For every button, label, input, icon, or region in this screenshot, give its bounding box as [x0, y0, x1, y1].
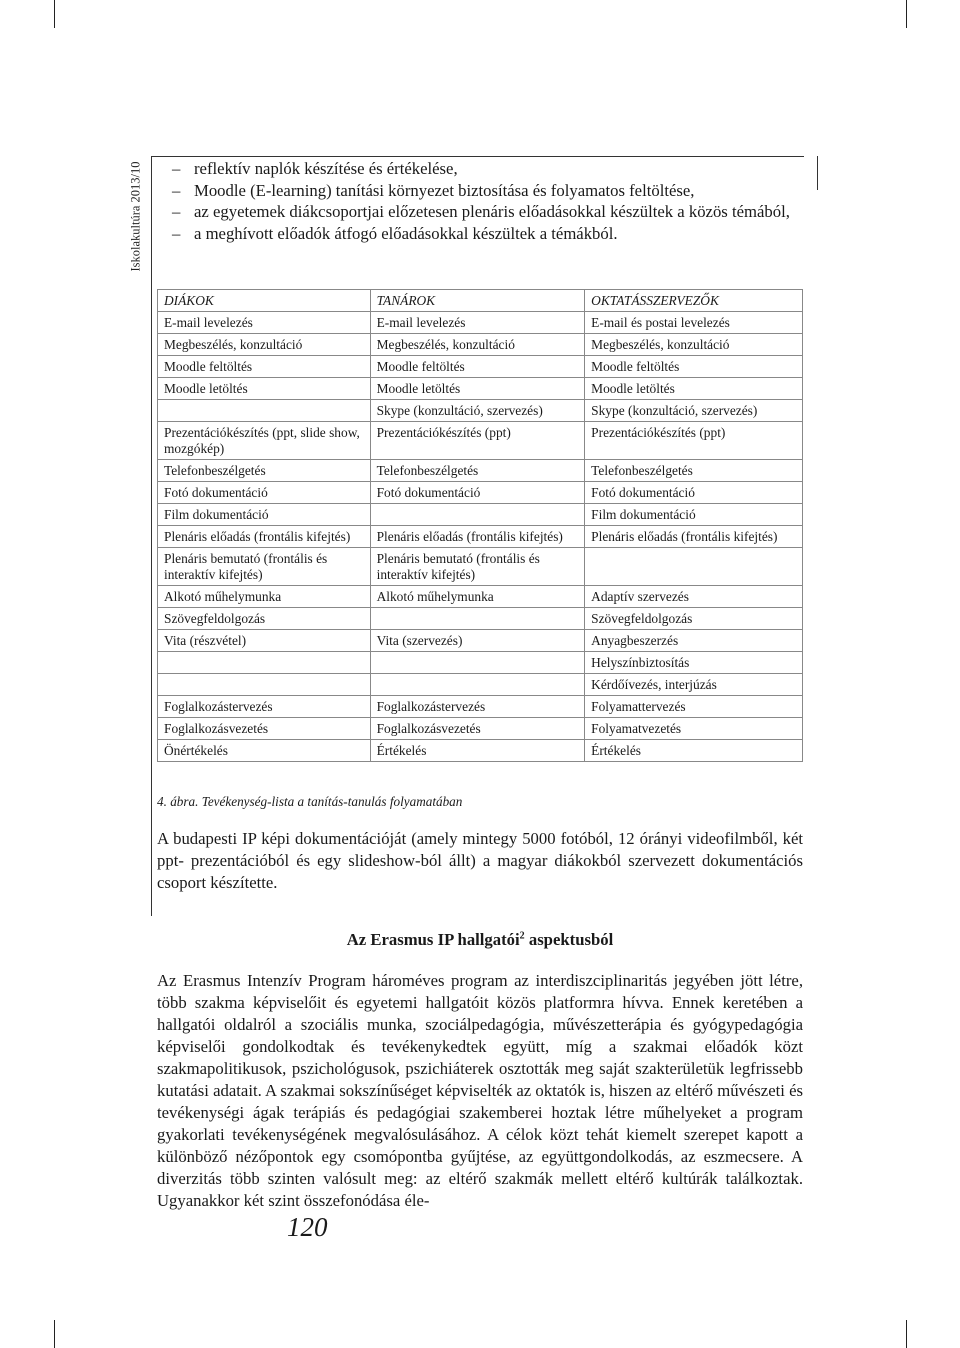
table-row	[158, 718, 803, 740]
table-cell	[370, 652, 585, 674]
footnote-marker: 2	[519, 930, 525, 942]
table-cell: Plenáris előadás (frontális kifejtés)	[585, 526, 803, 548]
table-cell: Szövegfeldolgozás	[585, 608, 803, 630]
table-cell: Foglalkozásvezetés	[158, 718, 371, 740]
table-cell: Foglalkozásvezetés	[370, 718, 585, 740]
table-row	[158, 630, 803, 652]
section-title: Az Erasmus IP hallgatói$^2$ aspektusból	[346, 930, 614, 949]
table-cell: Plenáris bemutató (frontális és interaktív kifejtés)	[158, 548, 371, 586]
table-cell: Skype (konzultáció, szervezés)	[585, 400, 803, 422]
table-cell: Telefonbeszélgetés	[158, 460, 371, 482]
column-header-diakok: DIÁKOK	[158, 290, 371, 312]
table-row	[158, 422, 803, 460]
column-header-oktatasszervezok: OKTATÁSSZERVEZŐK	[585, 290, 803, 312]
table-row	[158, 586, 803, 608]
table-row	[158, 548, 803, 586]
table-cell: E-mail levelezés	[158, 312, 371, 334]
header-rule-end	[817, 156, 818, 190]
table-cell	[158, 652, 371, 674]
table-cell: Helyszínbiztosítás	[585, 652, 803, 674]
table-cell: Fotó dokumentáció	[585, 482, 803, 504]
table-row	[158, 652, 803, 674]
table-cell: Prezentációkészítés (ppt)	[585, 422, 803, 460]
crop-mark	[54, 0, 55, 28]
list-item: – reflektív naplók készítése és értékelése,	[172, 159, 458, 178]
list-item: – Moodle (E-learning) tanítási környezet biztosítása és folyamatos feltöltése,	[172, 180, 695, 200]
table-cell: Értékelés	[585, 740, 803, 762]
list-item: – az egyetemek diákcsoportjai előzetesen plenáris előadásokkal készültek a közös témából,	[172, 202, 790, 221]
table-row	[158, 356, 803, 378]
table-cell: Film dokumentáció	[158, 504, 371, 526]
table-cell: Plenáris bemutató (frontális és interaktív kifejtés)	[370, 548, 585, 586]
table-cell: Megbeszélés, konzultáció	[585, 334, 803, 356]
journal-label: Iskolakultúra 2013/10	[128, 160, 143, 272]
table-cell: Moodle feltöltés	[370, 356, 585, 378]
paragraph-2: Az Erasmus Intenzív Program hároméves program az interdiszciplinaritás jegyében jött létre, több szakma képviselőit és egyetemi hallgatóit közös platformra hívva. Ennek keretében a hallgatói oldalról a szociális munka, szociálpedagógia, művészetterápia és gyógypedagógia képviselői gondolkodtak és tevékenykedtek együtt, míg a szakmai előadók közt szakmapolitikusok, pszichológusok, pszichiáterek osztották meg saját szakterületük legfrissebb kutatási adatait. A szakmai sokszínűséget képviselték az oktatók is, hiszen az eltérő művészeti és tevékenységi ágak terápiás és pedagógiai szakemberei hoztak létre műhelyeket a program gyakorlati tevékenységének megvalósulásához. A célok közt tehát kiemelt szerepet kapott a különböző nézőpontok egy csomópontba gyűjtése, az együttgondolkodás, az eszmecsere. A diverzitás több szinten valósult meg: az eltérő szakmák mellett eltérő kultúrák találkoztak. Ugyanakkor két szint összefonódása éle-	[157, 971, 803, 1210]
table-cell: Alkotó műhelymunka	[370, 586, 585, 608]
table-cell: Moodle letöltés	[370, 378, 585, 400]
table-cell: E-mail levelezés	[370, 312, 585, 334]
table-cell: Adaptív szervezés	[585, 586, 803, 608]
table-cell: Fotó dokumentáció	[370, 482, 585, 504]
column-header-tanarok: TANÁROK	[370, 290, 585, 312]
table-cell: Vita (részvétel)	[158, 630, 371, 652]
figure-caption: 4. ábra. Tevékenység-lista a tanítás-tanulás folyamatában	[157, 794, 463, 809]
table-cell: Fotó dokumentáció	[158, 482, 371, 504]
table-cell: Foglalkozástervezés	[370, 696, 585, 718]
table-header-row	[158, 290, 803, 312]
table-cell: Foglalkozástervezés	[158, 696, 371, 718]
table-cell	[370, 608, 585, 630]
table-cell: Prezentációkészítés (ppt)	[370, 422, 585, 460]
table-cell: Skype (konzultáció, szervezés)	[370, 400, 585, 422]
table-cell	[158, 674, 371, 696]
table-row	[158, 334, 803, 356]
table-cell: Megbeszélés, konzultáció	[370, 334, 585, 356]
table-cell: Plenáris előadás (frontális kifejtés)	[370, 526, 585, 548]
table-row	[158, 312, 803, 334]
header-rule	[151, 156, 804, 157]
table-cell: Moodle feltöltés	[158, 356, 371, 378]
table-row	[158, 740, 803, 762]
table-cell: Megbeszélés, konzultáció	[158, 334, 371, 356]
table-cell	[370, 674, 585, 696]
table-cell: Moodle feltöltés	[585, 356, 803, 378]
table-cell: Plenáris előadás (frontális kifejtés)	[158, 526, 371, 548]
table-cell: Önértékelés	[158, 740, 371, 762]
table-row	[158, 504, 803, 526]
table-cell: Film dokumentáció	[585, 504, 803, 526]
table-cell	[158, 400, 371, 422]
crop-mark	[906, 1320, 907, 1348]
table-cell: Moodle letöltés	[585, 378, 803, 400]
paragraph-1: A budapesti IP képi dokumentációját (amely mintegy 5000 fotóból, 12 órányi videofilmből, két ppt- prezentációból és egy slideshow-ból állt) a magyar diákokból szervezett dokumentációs csoport készítette.	[157, 829, 803, 892]
table-row	[158, 378, 803, 400]
table-cell: Folyamattervezés	[585, 696, 803, 718]
table-body	[158, 312, 803, 762]
table-cell: Anyagbeszerzés	[585, 630, 803, 652]
margin-rule	[151, 156, 152, 916]
table-row	[158, 400, 803, 422]
list-item: – a meghívott előadók átfogó előadásokkal készültek a témákból.	[172, 223, 618, 243]
table-row	[158, 696, 803, 718]
table-cell: Telefonbeszélgetés	[585, 460, 803, 482]
table-cell	[585, 548, 803, 586]
table-row	[158, 460, 803, 482]
table-row	[158, 482, 803, 504]
table-cell: Prezentációkészítés (ppt, slide show, mozgókép)	[158, 422, 371, 460]
table-cell: E-mail és postai levelezés	[585, 312, 803, 334]
table-cell: Folyamatvezetés	[585, 718, 803, 740]
table-cell: Alkotó műhelymunka	[158, 586, 371, 608]
table-cell: Szövegfeldolgozás	[158, 608, 371, 630]
table-cell: Értékelés	[370, 740, 585, 762]
bullet-list	[172, 158, 812, 244]
table-cell	[370, 504, 585, 526]
table-row	[158, 674, 803, 696]
crop-mark	[906, 0, 907, 28]
page-number: 120	[287, 1212, 328, 1242]
table-cell: Kérdőívezés, interjúzás	[585, 674, 803, 696]
table-cell: Vita (szervezés)	[370, 630, 585, 652]
crop-mark	[54, 1320, 55, 1348]
table-row	[158, 608, 803, 630]
table-row	[158, 526, 803, 548]
table-cell: Telefonbeszélgetés	[370, 460, 585, 482]
activity-table	[157, 289, 803, 762]
table-cell: Moodle letöltés	[158, 378, 371, 400]
